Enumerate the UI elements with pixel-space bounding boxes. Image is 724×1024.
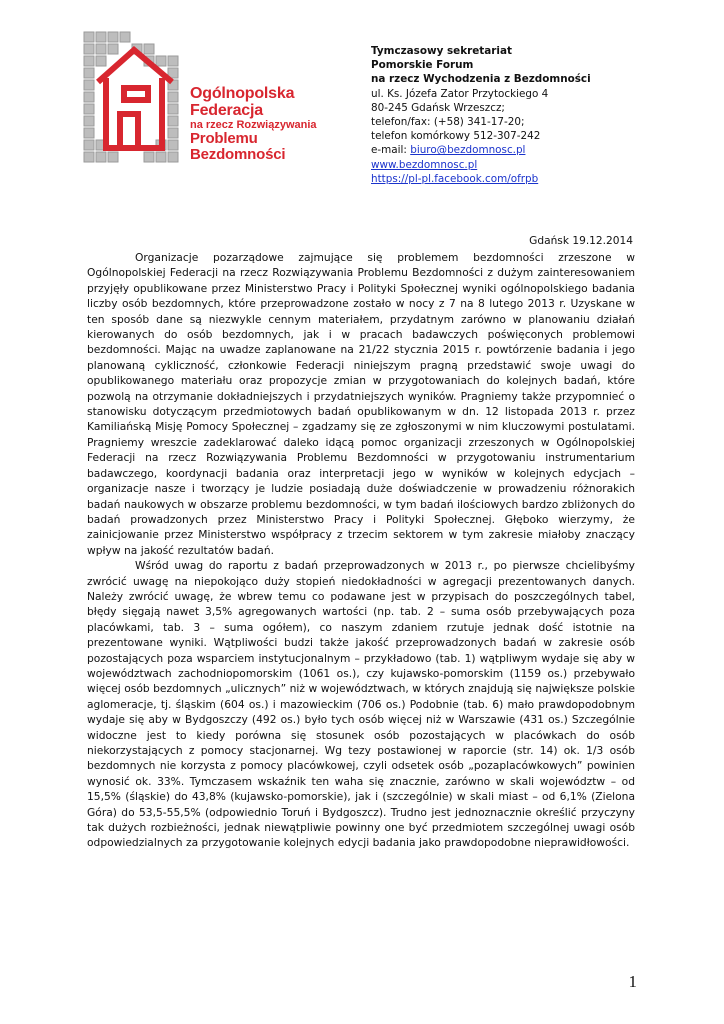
email-label: e-mail:: [371, 144, 411, 157]
street-address: ul. Ks. Józefa Zator Przytockiego 4: [371, 87, 549, 100]
logo-line-3: Problemu Bezdomności: [190, 130, 286, 163]
letter-date: Gdańsk 19.12.2014: [529, 235, 633, 247]
page-number: 1: [628, 972, 637, 991]
letter-body: [87, 250, 635, 851]
org-line-3: na rzecz Wychodzenia z Bezdomności: [371, 73, 591, 86]
sender-address-block: [371, 44, 701, 186]
city-address: 80-245 Gdańsk Wrzeszcz;: [371, 101, 505, 114]
website-link[interactable]: www.bezdomnosc.pl: [371, 158, 478, 171]
house-logo-icon: [78, 22, 186, 170]
paragraph-2: Wśród uwag do raportu z badań przeprowadzonych w 2013 r., po pierwsze chcielibyśmy zwrócić uwagę na niepokojąco duży stopień niedokładności w agregacji prezentowanych danych. Należy zwrócić uwagę, że wbrew temu co podawane jest w przypisach do poszczególnych tabel, błędy sięgają nawet 3,5% agregowanych wartości (np. tab. 2 – suma osób przebywających poza placówkami, tab. 3 – suma ogółem), co naszym zdaniem rzutuje jednak dość istotnie na prezentowane wyniki. Wątpliwości budzi także jakość przeprowadzonych badań w zakresie osób pozostających poza wsparciem instytucjonalnym – przykładowo (tab. 1) wątpliwym wydaje się aby w województwach zachodniopomorskim (1061 os.), czy kujawsko-pomorskim (1159 os.) przebywało więcej osób bezdomnych „ulicznych” niż w województwach, w których znajdują się największe polskie aglomeracje, tj. śląskim (604 os.) i mazowieckim (706 os.) Podobnie (tab. 6) mało prawdopodobnym wydaje się aby w Bydgoszczy (492 os.) było tych osób więcej niż w Warszawie (431 os.) Szczególnie widoczne jest to kiedy porówna się stosunek osób pozostających w placówkach do osób niekorzystających z pomocy stacjonarnej. Wg tezy postawionej w raporcie (str. 14) ok. 1/3 osób bezdomnych nie korzysta z pomocy placówkowej, czyli odsetek osób „pozaplacówkowych” powinien wynosić ok. 33%. Tymczasem wskaźnik ten waha się znacznie, zarówno w skali województw – od 15,5% (śląskie) do 43,8% (kujawsko-pomorskie), jak i (szczególnie) w skali miast – od 6,1% (Zielona Góra) do 53,5-55,5% (odpowiednio Toruń i Bydgoszcz). Trudno jest jednoznacznie określić przyczyny tak dużych rozbieżności, jednak niewątpliwie powinny one być przedmiotem szczególnej uwagi osób odpowiedzialnych za przygotowanie kolejnych edycji badania jako prawdopodobne nieprawidłowości.: [87, 559, 635, 850]
org-line-1: Tymczasowy sekretariat: [371, 45, 512, 57]
mobile-phone: telefon komórkowy 512-307-242: [371, 130, 541, 143]
facebook-link[interactable]: https://pl-pl.facebook.com/ofrpb: [371, 172, 539, 185]
logo-line-2: na rzecz Rozwiązywania: [190, 118, 317, 131]
logo-line-1: Ogólnopolska Federacja: [190, 85, 295, 119]
org-line-2: Pomorskie Forum: [371, 59, 474, 72]
email-link[interactable]: biuro@bezdomnosc.pl: [410, 144, 526, 157]
phone-fax: telefon/fax: (+58) 341-17-20;: [371, 116, 525, 129]
email-line: [371, 143, 701, 157]
paragraph-1: Organizacje pozarządowe zajmujące się problemem bezdomności zrzeszone w Ogólnopolskiej Federacji na rzecz Rozwiązywania Problemu Bezdomności z dużym zainteresowaniem przyjęły opublikowane przez Ministerstwo Pracy i Polityki Społecznej wyniki ogólnopolskiego badania liczby osób bezdomnych, które przeprowadzone zostało w nocy z 7 na 8 lutego 2013 r. Uzyskane w ten sposób dane są niezwykle cennym materiałem, przydatnym zarówno w planowaniu działań kierowanych do osób bezdomnych, jak i w pracach badawczych poświęconych problemowi bezdomności. Mając na uwadze zaplanowane na 21/22 stycznia 2015 r. powtórzenie badania i jego planowaną cykliczność, członkowie Federacji niniejszym pragną przedstawić swoje uwagi do opublikowanego materiału oraz propozycje zmian w przygotowaniach do kolejnych badań, które pozwolą na otrzymanie dokładniejszych i przydatniejszych wyników. Pragniemy także przypomnieć o stanowisku dotyczącym przedmiotowych badań opublikowanym w dn. 12 listopada 2013 r. przez Kamiliańską Misję Pomocy Społecznej – zgadzamy się ze zgłoszonymi w nim kluczowymi postulatami. Pragniemy wreszcie zadeklarować daleko idącą pomoc organizacji zrzeszonych w Ogólnopolskiej Federacji na rzecz Rozwiązywania Problemu Bezdomności w przygotowaniu instrumentarium badawczego, koordynacji badania oraz interpretacji jego w wyników w kolejnych edycjach – organizacje nasze i tworzący je ludzie posiadają duże doświadczenie w prowadzeniu różnorakich badań naukowych w obszarze problemu bezdomności, w tym badań ilościowych bardzo zbliżonych do badań prowadzonych przez Ministerstwo Pracy i Polityki Społecznej. Głęboko wierzymy, że zainicjowanie przez Ministerstwo współpracy z trzecim sektorem w tym zakresie miałoby znaczący wpływ na jakość rezultatów badań.: [87, 251, 635, 557]
logo-text: [190, 86, 353, 163]
federation-logo: [78, 22, 353, 172]
